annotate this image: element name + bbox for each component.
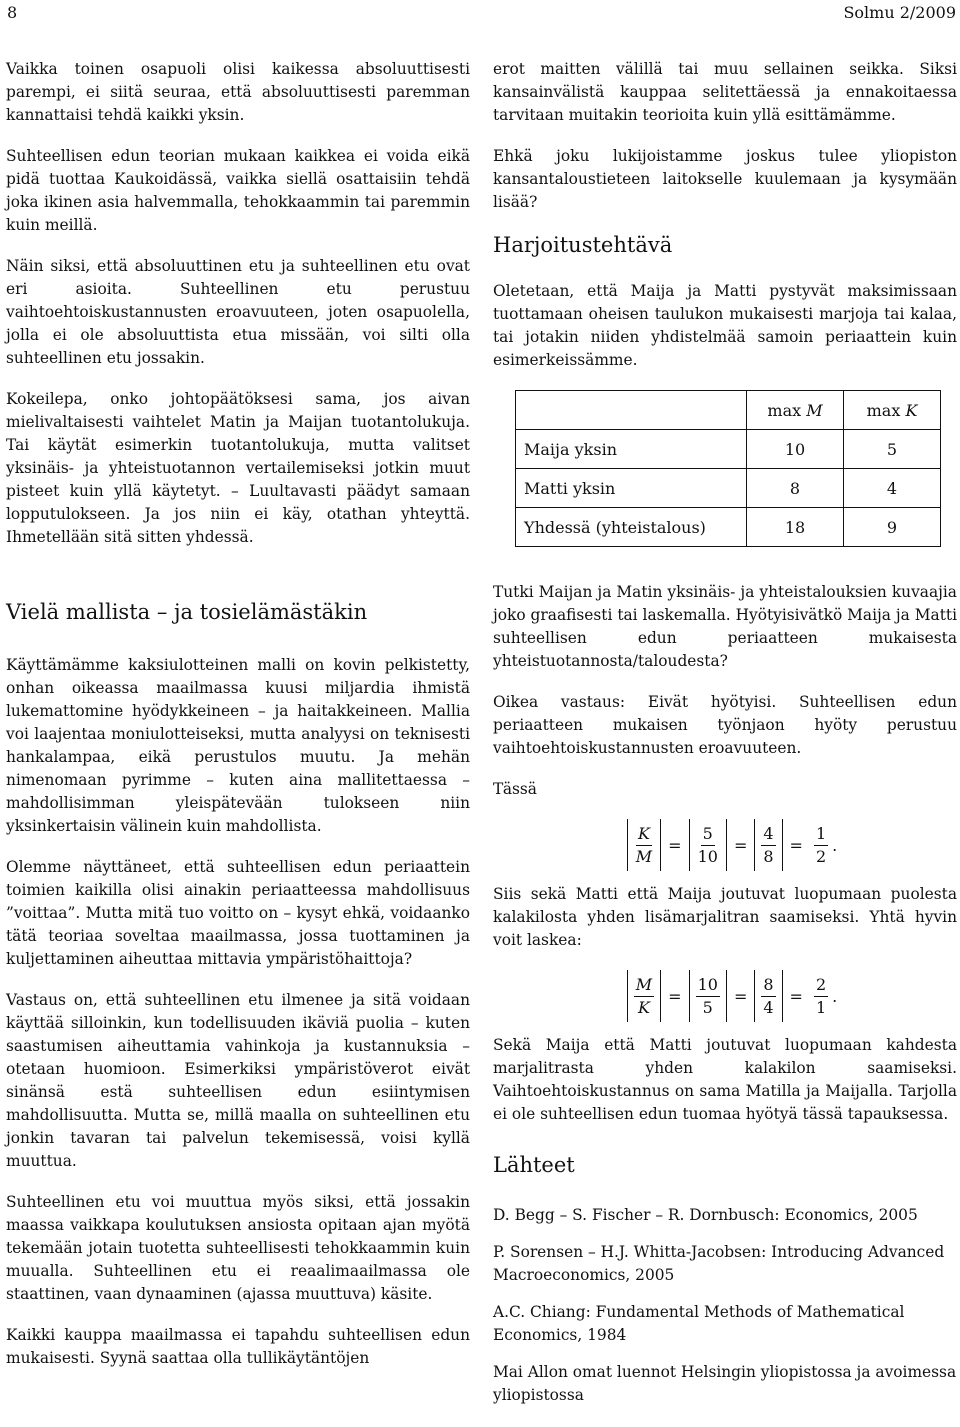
abs-value (627, 819, 661, 871)
paragraph: Suhteellisen edun teorian mukaan kaikkea ei voida eikä pidä tuottaa Kaukoidässä, vaikka siellä osattaisiin tehdä joka ikinen asia halvemmalla, tehokkaammin tai paremmin kuin meillä. (6, 147, 470, 234)
fraction (761, 823, 775, 868)
section-heading: Vielä mallista – ja tosielämästäkin (6, 600, 368, 624)
header-max-k (844, 391, 941, 430)
abs-value (689, 819, 727, 871)
reference-item: Mai Allon omat luennot Helsingin yliopistossa ja avoimessa yliopistossa (493, 1363, 957, 1404)
cell-k: 9 (844, 508, 941, 547)
reference-item: D. Begg – S. Fischer – R. Dornbusch: Economics, 2005 (493, 1206, 918, 1224)
exercise-answer: Oikea vastaus: Eivät hyötyisi. Suhteellisen edun periaatteen mukaisen työnjaon hyöty perustuu vaihtoehtoiskustannusten eroavuuteen. (493, 693, 957, 757)
table-row (516, 430, 941, 469)
table-row (516, 469, 941, 508)
cell-m: 18 (747, 508, 844, 547)
row-label: Matti yksin (516, 469, 747, 508)
production-table (515, 390, 941, 547)
paragraph: erot maitten välillä tai muu sellainen seikka. Siksi kansainvälistä kauppaa selitettäessä ja ennakoitaessa tarvitaan muitakin teorioita kuin yllä esittämämme. (493, 60, 957, 124)
running-title: Solmu 2/2009 (843, 3, 956, 22)
denominator: 1 (815, 997, 827, 1017)
denominator: 2 (815, 846, 827, 866)
period: . (832, 986, 838, 1006)
page-header (0, 0, 960, 30)
m-symbol: M (806, 400, 823, 420)
fraction (696, 823, 720, 868)
numerator: 4 (761, 823, 775, 846)
left-column-top (6, 58, 470, 549)
fraction (814, 823, 828, 868)
numerator: M (634, 974, 654, 997)
numerator: K (636, 823, 652, 846)
exercise-intro: Oletetaan, että Maija ja Matti pystyvät maksimissaan tuottamaan oheisen taulukon mukaisesti marjoja tai kalaa, tai jotakin niiden yhdistelmää samoin periaattein kuin esimerkeissämme. (493, 282, 957, 369)
reference-item: P. Sorensen – H.J. Whitta-Jacobsen: Introducing Advanced Macroeconomics, 2005 (493, 1243, 945, 1284)
reference-item: A.C. Chiang: Fundamental Methods of Mathematical Economics, 1984 (493, 1303, 905, 1344)
row-label: Maija yksin (516, 430, 747, 469)
references-heading: Lähteet (493, 1153, 575, 1177)
equals-sign: = (733, 986, 748, 1006)
cell-m: 8 (747, 469, 844, 508)
cell-k: 5 (844, 430, 941, 469)
cell-m: 10 (747, 430, 844, 469)
fraction (634, 823, 654, 868)
abs-value (627, 970, 661, 1022)
paragraph: Kokeilepa, onko johtopäätöksesi sama, jos aivan mielivaltaisesti vaihtelet Matin ja Maijan tuotantolukuja. Tai käytät esimerkin tuotantolukuja, mutta valitset yksinäis- ja yhteistuotannon vertailemiseksi jotkin muut pisteet kuin yllä käytetyt. – Luultavasti päädyt samaan lopputulokseen. Ja jos niin ei käy, otathan yhteyttä. Ihmetellään sitä sitten yhdessä. (6, 390, 470, 546)
denominator: K (638, 997, 650, 1017)
fraction (761, 974, 775, 1019)
denominator: 4 (763, 997, 774, 1017)
fraction (634, 974, 654, 1019)
paragraph: Sekä Maija että Matti joutuvat luopumaan kahdesta marjalitrasta yhden kalakilon saamiseksi. Vaihtoehtoiskustannus on sama Matilla ja Maijalla. Tarjolla ei ole suhteellisen edun tuomaa hyötyä tässä tapauksessa. (493, 1036, 957, 1123)
table-row (516, 508, 941, 547)
paragraph: Siis sekä Matti että Maija joutuvat luopumaan puolesta kalakilosta yhden lisämarjalitran saamiseksi. Yhtä hyvin voit laskea: (493, 885, 957, 949)
table-header-row (516, 391, 941, 430)
equals-sign: = (668, 835, 682, 855)
exercise-question: Tutki Maijan ja Matin yksinäis- ja yhteistalouksien kuvaajia joko graafisesti tai laskemalla. Hyötyisivätkö Maija ja Matti suhteellisen edun periaatteen mukaisesta yhteistuotannosta/taloudesta? (493, 583, 957, 670)
equation-2 (493, 970, 957, 1022)
paragraph: Näin siksi, että absoluuttinen etu ja suhteellinen etu ovat eri asioita. Suhteellinen etu perustuu vaihtoehtoiskustannusten eroavuuteen, joten osapuolella, jolla ei ole absoluuttista etua missään, voi silti olla suhteellinen etu jossakin. (6, 257, 470, 367)
abs-value (754, 819, 782, 871)
equals-sign: = (789, 835, 803, 855)
paragraph: Ehkä joku lukijoistamme joskus tulee yliopiston kansantaloustieteen laitokselle kuulemaan ja kysymään lisää? (493, 147, 957, 211)
numerator: 2 (814, 974, 828, 997)
equals-sign: = (668, 986, 682, 1006)
paragraph: Vaikka toinen osapuoli olisi kaikessa absoluuttisesti parempi, ei siitä seuraa, että absoluuttisesti paremman kannattaisi tehdä kaikki yksin. (6, 60, 470, 124)
paragraph: Olemme näyttäneet, että suhteellisen edun periaattein toimien kaikilla olisi ainakin periaatteessa mahdollisuus ”voittaa”. Mutta mitä tuo voitto on – kysyt ehkä, voidaanko tätä teoriaa soveltaa maailmassa, jossa tuottaminen ja kuljettaminen aiheuttaa mittavia ympäristöhaittoja? (6, 858, 470, 968)
tassa-label: Tässä (493, 780, 537, 798)
cell-k: 4 (844, 469, 941, 508)
numerator: 8 (761, 974, 775, 997)
right-column (493, 58, 957, 1421)
fraction (814, 974, 828, 1019)
paragraph: Kaikki kauppa maailmassa ei tapahdu suhteellisen edun mukaisesti. Syynä saattaa olla tullikäytäntöjen (6, 1326, 470, 1367)
abs-value (754, 970, 782, 1022)
k-symbol: K (905, 400, 918, 420)
denominator: 10 (697, 846, 718, 866)
table-corner (516, 391, 747, 430)
left-column-section (6, 654, 470, 1370)
numerator: 5 (701, 823, 715, 846)
period: . (832, 835, 838, 855)
exercise-heading: Harjoitustehtävä (493, 233, 673, 257)
equals-sign: = (789, 986, 803, 1006)
denominator: 5 (702, 997, 713, 1017)
header-max-m (747, 391, 844, 430)
numerator: 10 (696, 974, 720, 997)
paragraph: Suhteellinen etu voi muuttua myös siksi, että jossakin maassa vaikkapa koulutuksen ansiosta opitaan ajan myötä tekemään jotain tuotetta suhteellisesti tehokkaammin kuin muualla. Suhteellinen etu ei reaalimaailmassa ole staattinen, vaan dynaaminen (ajassa muuttuva) käsite. (6, 1193, 470, 1303)
equals-sign: = (733, 835, 748, 855)
max-label: max (767, 400, 802, 420)
fraction (696, 974, 720, 1019)
denominator: M (635, 846, 653, 866)
page-number: 8 (7, 3, 18, 22)
max-label: max (866, 400, 901, 420)
numerator: 1 (814, 823, 828, 846)
equation-1 (493, 819, 957, 871)
row-label: Yhdessä (yhteistalous) (516, 508, 747, 547)
abs-value (689, 970, 727, 1022)
denominator: 8 (763, 846, 774, 866)
references-list (493, 1204, 957, 1407)
paragraph: Käyttämämme kaksiulotteinen malli on kovin pelkistetty, onhan oikeassa maailmassa kuusi miljardia ihmistä lukemattomine hyödykkeineen – ja haitakkeineen. Mallia voi laajentaa moniulotteiseksi, mutta analyysi on teknisesti hankalampaa, eikä perustulos muutu. Ja mehän nimenomaan pyrimme – kuten aina mallitettaessa – mahdollisimman yleispätevään tulokseen niin yksinkertaisin välinein kuin mahdollista. (6, 656, 470, 835)
paragraph: Vastaus on, että suhteellinen etu ilmenee ja sitä voidaan käyttää silloinkin, kun todellisuuden ikäviä puolia – kuten saastumisen aiheuttamia vahinkoja ja kustannuksia – otetaan huomioon. Esimerkiksi ympäristöverot eivät sinänsä estä suhteellisen edun esiintymisen mahdollisuutta. Mutta se, millä maalla on suhteellinen etu jonkin tavaran tai palvelun tekemisessä, voisi kyllä muuttua. (6, 991, 470, 1170)
